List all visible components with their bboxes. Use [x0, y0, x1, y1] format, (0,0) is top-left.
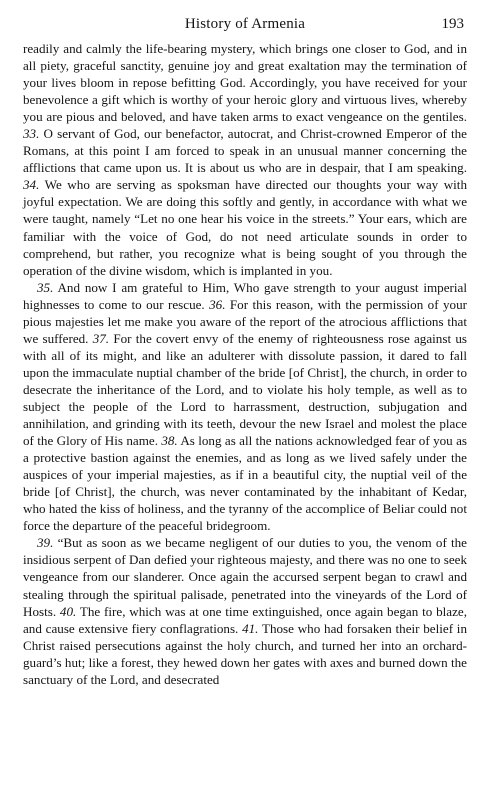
body-text [23, 40, 467, 688]
paragraph-text: Those who had forsaken their belief in Christ raised persecutions against the holy church, and turned her into an orchard-guard’s hut; like a forest, they hewed down her gates with axes and burned down the sanctuary of the Lord, and desecrated [23, 620, 467, 687]
running-head-title: History of Armenia [184, 16, 306, 32]
paragraph-text: “But as soon as we became negligent of our duties to you, the venom of the insidious serpent of Dan defied your righteous majesty, and there was no one to seek vengeance from our slanderer. Once again the accursed serpent began to crawl and stealing through the spiritual palisade, penetrated into the vineyards of the Lord of Hosts. [23, 535, 467, 619]
paragraph [23, 40, 467, 279]
verse-number: 37. [92, 330, 110, 346]
paragraph-text: For the covert envy of the enemy of righteousness rose against us with all of its might, and like an adulterer with dissolute passion, it dared to fall upon the immaculate nuptial chamber of the bride [of Christ], the church, in order to desecrate the inheritance of the Lord, and to violate his holy temple, as well as to subject the people of the Lord to harrassment, destruction, subjugation and annihilation, and grinding with its teeth, devour the new Israel and molest the place of the Glory of His name. [23, 330, 467, 449]
verse-number: 33. [23, 126, 40, 142]
paragraph-text: readily and calmly the life-bearing mystery, which brings one closer to God, and in all piety, graceful sanctity, genuine joy and great exaltation may the termination of your lives bloom in repose befitting God. Accordingly, you have received for your benevolence a gift which is worthy of your heroic glory and virtuous lives, whereby you are pious and beloved, and have taken arms to exact vengeance on the gentiles. [23, 41, 467, 125]
verse-number: 41. [242, 620, 259, 636]
page-number: 193 [441, 16, 464, 32]
paragraph-text: O servant of God, our benefactor, autocrat, and Christ-crowned Emperor of the Romans, at this point I am forced to speak in an unusual manner concerning the afflictions that came upon us. It is about us who are in despair, that I am speaking. [23, 126, 467, 176]
verse-number: 39. [37, 535, 54, 551]
verse-number: 38. [161, 433, 178, 449]
verse-number: 35. [37, 279, 54, 295]
paragraph-text: For this reason, with the permission of your pious majesties let me make you aware of the report of the atrocious afflictions that we suffered. [23, 296, 467, 346]
paragraph-text: And now I am grateful to Him, Who gave strength to your august imperial highnesses to come to our rescue. [23, 279, 467, 312]
paragraph-text: We who are serving as spoksman have directed our thoughts your way with joyful expectation. We are doing this softly and gently, in accordance with what we were taught, namely “Let no one hear his voice in the streets.” Your ears, which are familiar with the voice of God, do not need articulate sounds in order to comprehend, but rather, you recognize what is being sought of you through the operation of the divine wisdom, which is implanted in you. [23, 177, 467, 278]
running-head [0, 16, 490, 36]
paragraph [23, 279, 467, 535]
paragraph-text: As long as all the nations acknowledged fear of you as a protective bastion against the enemies, and as long as we lived safely under the auspices of your imperial majesties, as if in a beautiful city, the nuptial veil of the bride [of Christ], the church, was never contaminated by the inhabitant of Kedar, who hated the kiss of holiness, and the tyranny of the accomplice of Beliar could not force the departure of the peaceful bridegroom. [23, 433, 467, 534]
verse-number: 34. [23, 177, 40, 193]
paragraph [23, 534, 467, 687]
verse-number: 36. [209, 296, 226, 312]
verse-number: 40. [59, 603, 77, 619]
paragraph-text: The fire, which was at one time extinguished, once again began to blaze, and cause extensive fiery conflagrations. [23, 603, 467, 636]
